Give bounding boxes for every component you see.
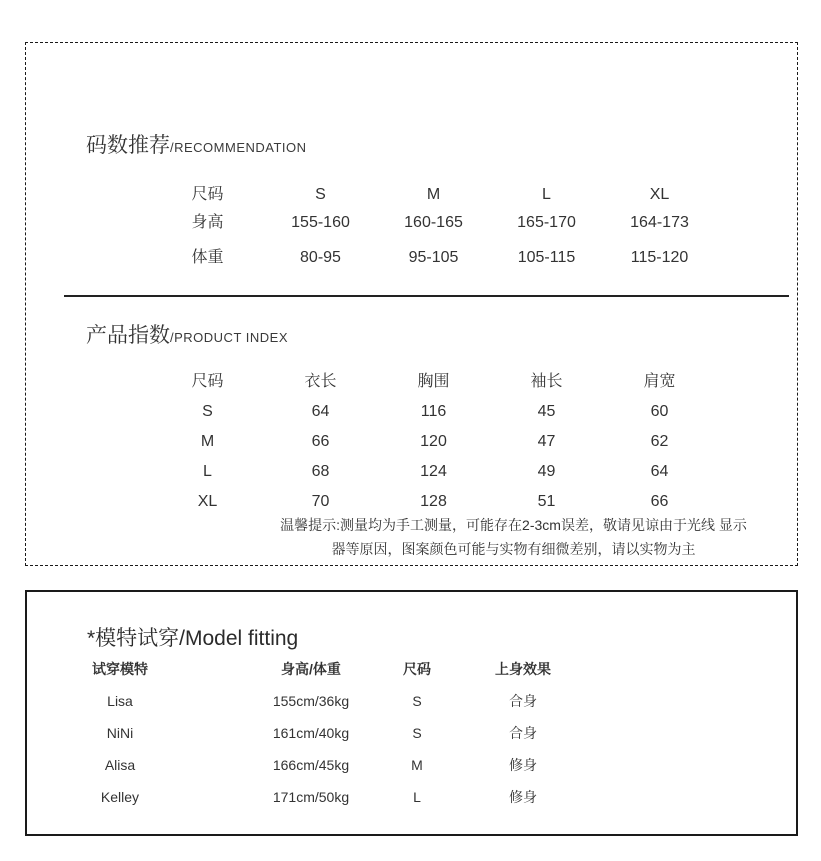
recommendation-heading: [86, 129, 307, 159]
column-header: 胸围: [417, 373, 450, 390]
model-name: Alisa: [104, 757, 136, 773]
table-cell: 60: [650, 403, 669, 420]
table-cell: 155cm/36kg: [272, 693, 350, 709]
table-cell: 155-160: [291, 214, 350, 231]
table-cell: L: [413, 789, 421, 805]
column-header: 尺码: [191, 373, 224, 390]
table-cell: 修身: [509, 757, 537, 773]
table-cell: 80-95: [300, 249, 341, 266]
table-cell: 120: [420, 433, 447, 450]
table-row: [151, 427, 716, 457]
column-header: 肩宽: [643, 373, 676, 390]
row-label: 体重: [191, 249, 224, 266]
size-recommendation-table: [151, 181, 716, 272]
table-row: [151, 181, 716, 209]
table-cell: 49: [537, 463, 556, 480]
table-cell: 68: [311, 463, 330, 480]
column-header: 尺码: [403, 661, 431, 677]
table-row: [27, 717, 800, 749]
model-fitting-table: [27, 659, 800, 813]
table-cell: M: [411, 757, 423, 773]
table-cell: L: [542, 186, 551, 203]
table-cell: 修身: [509, 789, 537, 805]
column-header: 袖长: [530, 373, 563, 390]
table-cell: 116: [420, 403, 447, 420]
measurement-note-line2: 器等原因，图案颜色可能与实物有细微差别，请以实物为主: [331, 541, 696, 557]
row-label: S: [202, 403, 213, 420]
row-label: M: [200, 433, 215, 450]
table-cell: 165-170: [517, 214, 576, 231]
row-label: 身高: [191, 214, 224, 231]
recommendation-heading-en: /RECOMMENDATION: [170, 140, 307, 155]
table-cell: S: [412, 693, 422, 709]
table-row: [151, 457, 716, 487]
row-label: XL: [197, 493, 218, 510]
table-row: [27, 781, 800, 813]
table-cell: 合身: [509, 725, 537, 741]
table-header-row: [27, 659, 800, 685]
table-cell: M: [426, 186, 441, 203]
column-header: 试穿模特: [92, 661, 148, 677]
column-header: 上身效果: [495, 661, 551, 677]
table-cell: 95-105: [408, 249, 459, 266]
measurement-note: [241, 513, 786, 561]
row-label: 尺码: [191, 186, 224, 203]
row-label: L: [203, 463, 212, 480]
table-row: [151, 209, 716, 237]
table-row: [27, 685, 800, 717]
table-cell: 62: [650, 433, 669, 450]
table-cell: 合身: [509, 693, 537, 709]
recommendation-heading-zh: 码数推荐: [86, 134, 170, 157]
table-cell: S: [412, 725, 422, 741]
table-cell: 105-115: [517, 249, 576, 266]
model-name: Kelley: [100, 789, 140, 805]
product-index-heading: [86, 319, 288, 349]
table-row: [151, 244, 716, 272]
column-header: 衣长: [304, 373, 337, 390]
table-cell: 70: [311, 493, 330, 510]
table-row: [27, 749, 800, 781]
table-cell: 128: [420, 493, 447, 510]
table-cell: 115-120: [630, 249, 689, 266]
model-name: Lisa: [107, 693, 133, 709]
product-index-heading-zh: 产品指数: [86, 324, 170, 347]
table-cell: 47: [537, 433, 556, 450]
column-header: 身高/体重: [281, 661, 341, 677]
table-cell: 66: [650, 493, 669, 510]
table-cell: 161cm/40kg: [272, 725, 350, 741]
table-cell: S: [315, 186, 326, 203]
table-cell: XL: [649, 186, 670, 203]
table-cell: 64: [650, 463, 669, 480]
table-cell: 64: [311, 403, 330, 420]
measurement-note-line1: 温馨提示:测量均为手工测量，可能存在2-3cm误差，敬请见谅由于光线 显示: [280, 517, 747, 533]
table-cell: 124: [420, 463, 447, 480]
size-info-panel: [25, 42, 798, 566]
table-cell: 51: [537, 493, 556, 510]
model-fitting-panel: [25, 590, 798, 836]
table-cell: 66: [311, 433, 330, 450]
table-cell: 171cm/50kg: [272, 789, 350, 805]
table-cell: 45: [537, 403, 556, 420]
table-row: [151, 397, 716, 427]
table-cell: 164-173: [630, 214, 689, 231]
section-divider: [64, 295, 789, 297]
product-index-table: [151, 367, 716, 517]
model-name: NiNi: [106, 725, 134, 741]
table-cell: 166cm/45kg: [272, 757, 350, 773]
model-fitting-heading: *模特试穿/Model fitting: [87, 627, 299, 650]
table-header-row: [151, 367, 716, 397]
table-cell: 160-165: [404, 214, 463, 231]
product-index-heading-en: /PRODUCT INDEX: [170, 330, 288, 345]
